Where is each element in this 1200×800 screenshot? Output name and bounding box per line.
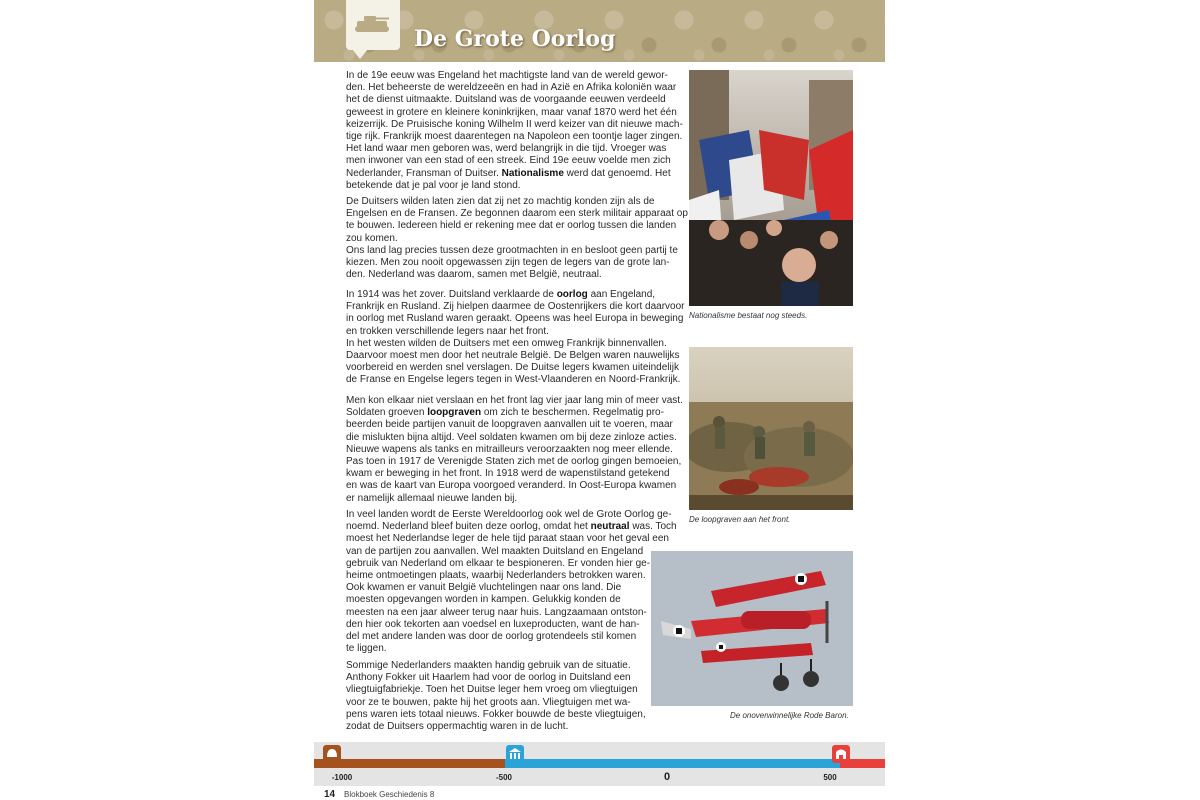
paragraph-3 [346, 289, 685, 387]
text-line: om zich te beschermen. Regelmatig pro- [483, 407, 664, 419]
caption-nationalism: Nationalisme bestaat nog steeds. [689, 311, 808, 320]
timeline-label: 0 [663, 771, 671, 783]
text-line: geweest in grotere en kleinere koninkrijken, maar vanaf 1870 werd het één [346, 106, 677, 118]
text-line: kiezen. Men zou nooit opgewassen zijn tegen de legers van de grote lan- [346, 257, 670, 269]
caption-trenches: De loopgraven aan het front. [689, 515, 791, 524]
text-line: Nederlander, Fransman of Duitser. [346, 167, 499, 179]
text-line: aan Engeland, [590, 289, 656, 300]
keyword-nationalisme: Nationalisme [501, 167, 564, 179]
title-banner [314, 0, 885, 62]
text-line: heime ontmoetingen plaats, waarbij Nederlanders betrokken waren. [346, 570, 646, 582]
trenches-painting [689, 347, 853, 510]
text-line: van de partijen zou aanvallen. Wel maakten Duitsland en Engeland [346, 545, 644, 557]
timeline-label: -500 [495, 773, 513, 782]
text-line: del met andere landen was door de oorlog grotendeels stil komen [346, 631, 637, 643]
red-baron-photo [651, 551, 853, 706]
keyword-oorlog: oorlog [556, 289, 588, 300]
paragraph-5 [346, 509, 677, 655]
text-line: meesten na een jaar alweer terug naar huis. Langzaamaan ontston- [346, 606, 647, 618]
text-line: In veel landen wordt de Eerste Wereldoorlog ook wel de Grote Oorlog ge- [346, 509, 672, 520]
text-line: pens waren iets totaal nieuws. Fokker bouwde de beste vliegtuigen, [346, 708, 646, 720]
text-line: men inwoner van een stad of een streek. Eind 19e eeuw voelde men zich [346, 155, 671, 167]
text-line: en was de kaart van Europa voorgoed veranderd. In Oost-Europa kwamen [346, 480, 677, 492]
document-page [314, 0, 885, 800]
keyword-neutraal: neutraal [590, 521, 630, 533]
timeline-label: -1000 [331, 773, 353, 782]
text-line: te bouwen. Iedereen hield er rekening mee dat er oorlog tussen die landen [346, 220, 677, 232]
text-line: zou komen. [346, 232, 398, 244]
text-line: tige rijk. Frankrijk moest daarentegen na Napoleon een toontje lager zingen. [346, 131, 683, 143]
text-line: Sommige Nederlanders maakten handig gebruik van de situatie. [346, 660, 631, 671]
castle-icon [832, 745, 850, 763]
timeline-segment-brown [314, 759, 505, 768]
text-line: Frankrijk en Rusland. Zij hielpen daarmee de Oostenrijkers die kort daarvoor [346, 301, 685, 313]
paragraph-1 [346, 70, 683, 192]
text-line: Ook kwamen er vanuit België vluchtelingen naar ons land. Die [346, 582, 622, 594]
text-line: den. Het beheerste de wereldzeeën en had in Azië en Afrika koloniën waar [346, 82, 677, 94]
book-title: Blokboek Geschiedenis 8 [344, 790, 435, 799]
text-line: er namelijk allemaal nieuwe landen bij. [346, 492, 518, 504]
text-line: In het westen wilden de Duitsers met een omweg Frankrijk binnenvallen. [346, 337, 667, 349]
page-title: De Grote Oorlog [414, 26, 616, 52]
text-line: den hier ook tekorten aan voedsel en luxeproducten, want de han- [346, 618, 640, 630]
text-line: Het land waar men geboren was, werd belangrijk in die tijd. Vroeger was [346, 143, 667, 155]
text-line: vliegtuigfabriekje. Toen het Duitse leger hem vroeg om vliegtuigen [346, 684, 638, 696]
timeline-label: 500 [823, 773, 837, 782]
timeline-segment-blue [505, 759, 840, 768]
caption-red-baron: De onoverwinnelijke Rode Baron. [730, 711, 849, 720]
text-line: moesten opgevangen worden in kampen. Gelukkig konden de [346, 594, 621, 606]
text-line: moest het Nederlandse leger de hele tijd paraat staan voor het geval een [346, 533, 669, 545]
text-line: te liggen. [346, 643, 387, 655]
text-line: Nieuwe wapens als tanks en mitrailleurs veroorzaakten nog meer ellende. [346, 443, 673, 455]
text-line: Daarvoor moest men door het neutrale België. De Belgen waren nauwelijks [346, 350, 680, 362]
text-line: Anthony Fokker uit Haarlem had voor de oorlog in Duitsland een [346, 672, 631, 684]
text-line: keizerrijk. De Pruisische koning Wilhelm II werd keizer van dit nieuwe mach- [346, 118, 683, 130]
text-line: Ons land lag precies tussen deze grootmachten in en besloot geen partij te [346, 244, 678, 256]
paragraph-4 [346, 395, 683, 505]
temple-icon [506, 745, 524, 763]
text-line: voorbereid en werden snel verslagen. De Duitse legers kwamen uiteindelijk [346, 362, 679, 374]
text-line: den. Nederland was daarom, samen met België, neutraal. [346, 269, 602, 281]
text-line: zodat de Duitsers oppermachtig waren in de lucht. [346, 721, 569, 733]
keyword-loopgraven: loopgraven [427, 407, 482, 419]
timeline [314, 742, 885, 786]
text-line: in oorlog met Rusland waren geraakt. Opeens was heel Europa in beweging [346, 313, 684, 325]
text-line: noemd. Nederland bleef buiten deze oorlog, omdat het [346, 521, 588, 533]
text-line: die mislukten bijna altijd. Veel soldaten kwamen om bij deze zinloze acties. [346, 431, 677, 443]
text-line: In de 19e eeuw was Engeland het machtigste land van de wereld gewor- [346, 70, 668, 81]
text-line: betekende dat je pal voor je land stond. [346, 179, 521, 191]
chapter-badge [346, 0, 400, 50]
text-line: het de dienst uitmaakte. Duitsland was de voorgaande eeuwen verdeeld [346, 94, 666, 106]
text-line: beerden beide partijen vanuit de loopgraven aanvallen uit te voeren, maar [346, 419, 673, 431]
text-line: voor ze te bouwen, pakte hij het groots aan. Vliegtuigen met wa- [346, 696, 631, 708]
text-line: de Franse en Engelse legers tegen in West-Vlaanderen en Noord-Frankrijk. [346, 374, 681, 386]
helmet-icon [323, 745, 341, 763]
text-line: kwam er beweging in het front. In 1918 werd de wapenstilstand getekend [346, 468, 670, 480]
text-line: Pas toen in 1917 de Verenigde Staten zich met de oorlog gingen bemoeien, [346, 456, 682, 468]
nationalism-photo [689, 70, 853, 306]
text-line: De Duitsers wilden laten zien dat zij net zo machtig konden zijn als de [346, 196, 655, 207]
text-line: Soldaten groeven [346, 407, 425, 419]
text-line: was. Toch [632, 521, 677, 533]
text-line: en trokken verschillende legers naar het front. [346, 325, 549, 337]
text-line: werd dat genoemd. Het [566, 167, 671, 179]
paragraph-2 [346, 196, 688, 281]
text-line: Engelsen en de Fransen. Ze begonnen daarom een sterk militair apparaat op [346, 208, 688, 220]
text-line: In 1914 was het zover. Duitsland verklaarde de [346, 289, 554, 300]
tank-icon [354, 14, 392, 34]
paragraph-6 [346, 660, 646, 733]
text-line: gebruik van Nederland om elkaar te bespioneren. Er vonden hier ge- [346, 557, 651, 569]
page-number: 14 [324, 789, 336, 800]
text-line: Men kon elkaar niet verslaan en het front lag vier jaar lang min of meer vast. [346, 395, 683, 406]
